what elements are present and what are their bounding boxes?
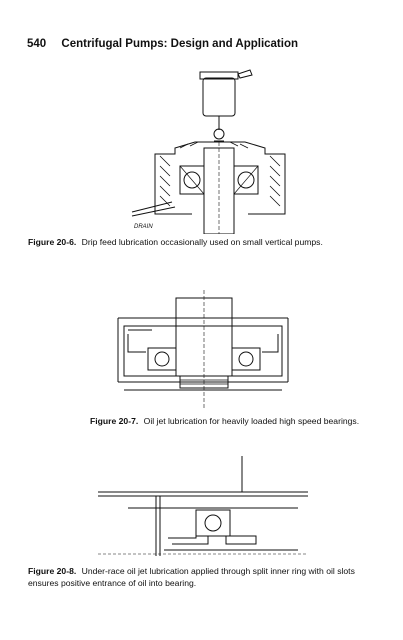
figure-20-8-drawing	[98, 456, 308, 556]
figure-caption-text: Drip feed lubrication occasionally used on small vertical pumps.	[81, 237, 323, 247]
figure-20-6-caption	[28, 236, 378, 248]
figure-label: Figure 20-8.	[28, 566, 77, 576]
running-title: Centrifugal Pumps: Design and Application	[61, 38, 299, 50]
figure-label: Figure 20-6.	[28, 237, 77, 247]
drain-label: DRAIN	[134, 224, 153, 230]
figure-20-7-drawing	[108, 290, 298, 408]
page-number: 540	[27, 38, 47, 50]
figure-20-7-caption	[90, 415, 403, 427]
figure-label: Figure 20-7.	[90, 416, 139, 426]
figure-20-6-drawing	[120, 62, 300, 234]
page-header	[27, 38, 298, 50]
figure-20-8-caption	[28, 565, 373, 589]
figure-caption-text: Oil jet lubrication for heavily loaded high speed bearings.	[143, 416, 360, 426]
figure-caption-text: Under-race oil jet lubrication applied through split inner ring with oil slots ensures positive entrance of oil into bearing.	[28, 566, 355, 588]
